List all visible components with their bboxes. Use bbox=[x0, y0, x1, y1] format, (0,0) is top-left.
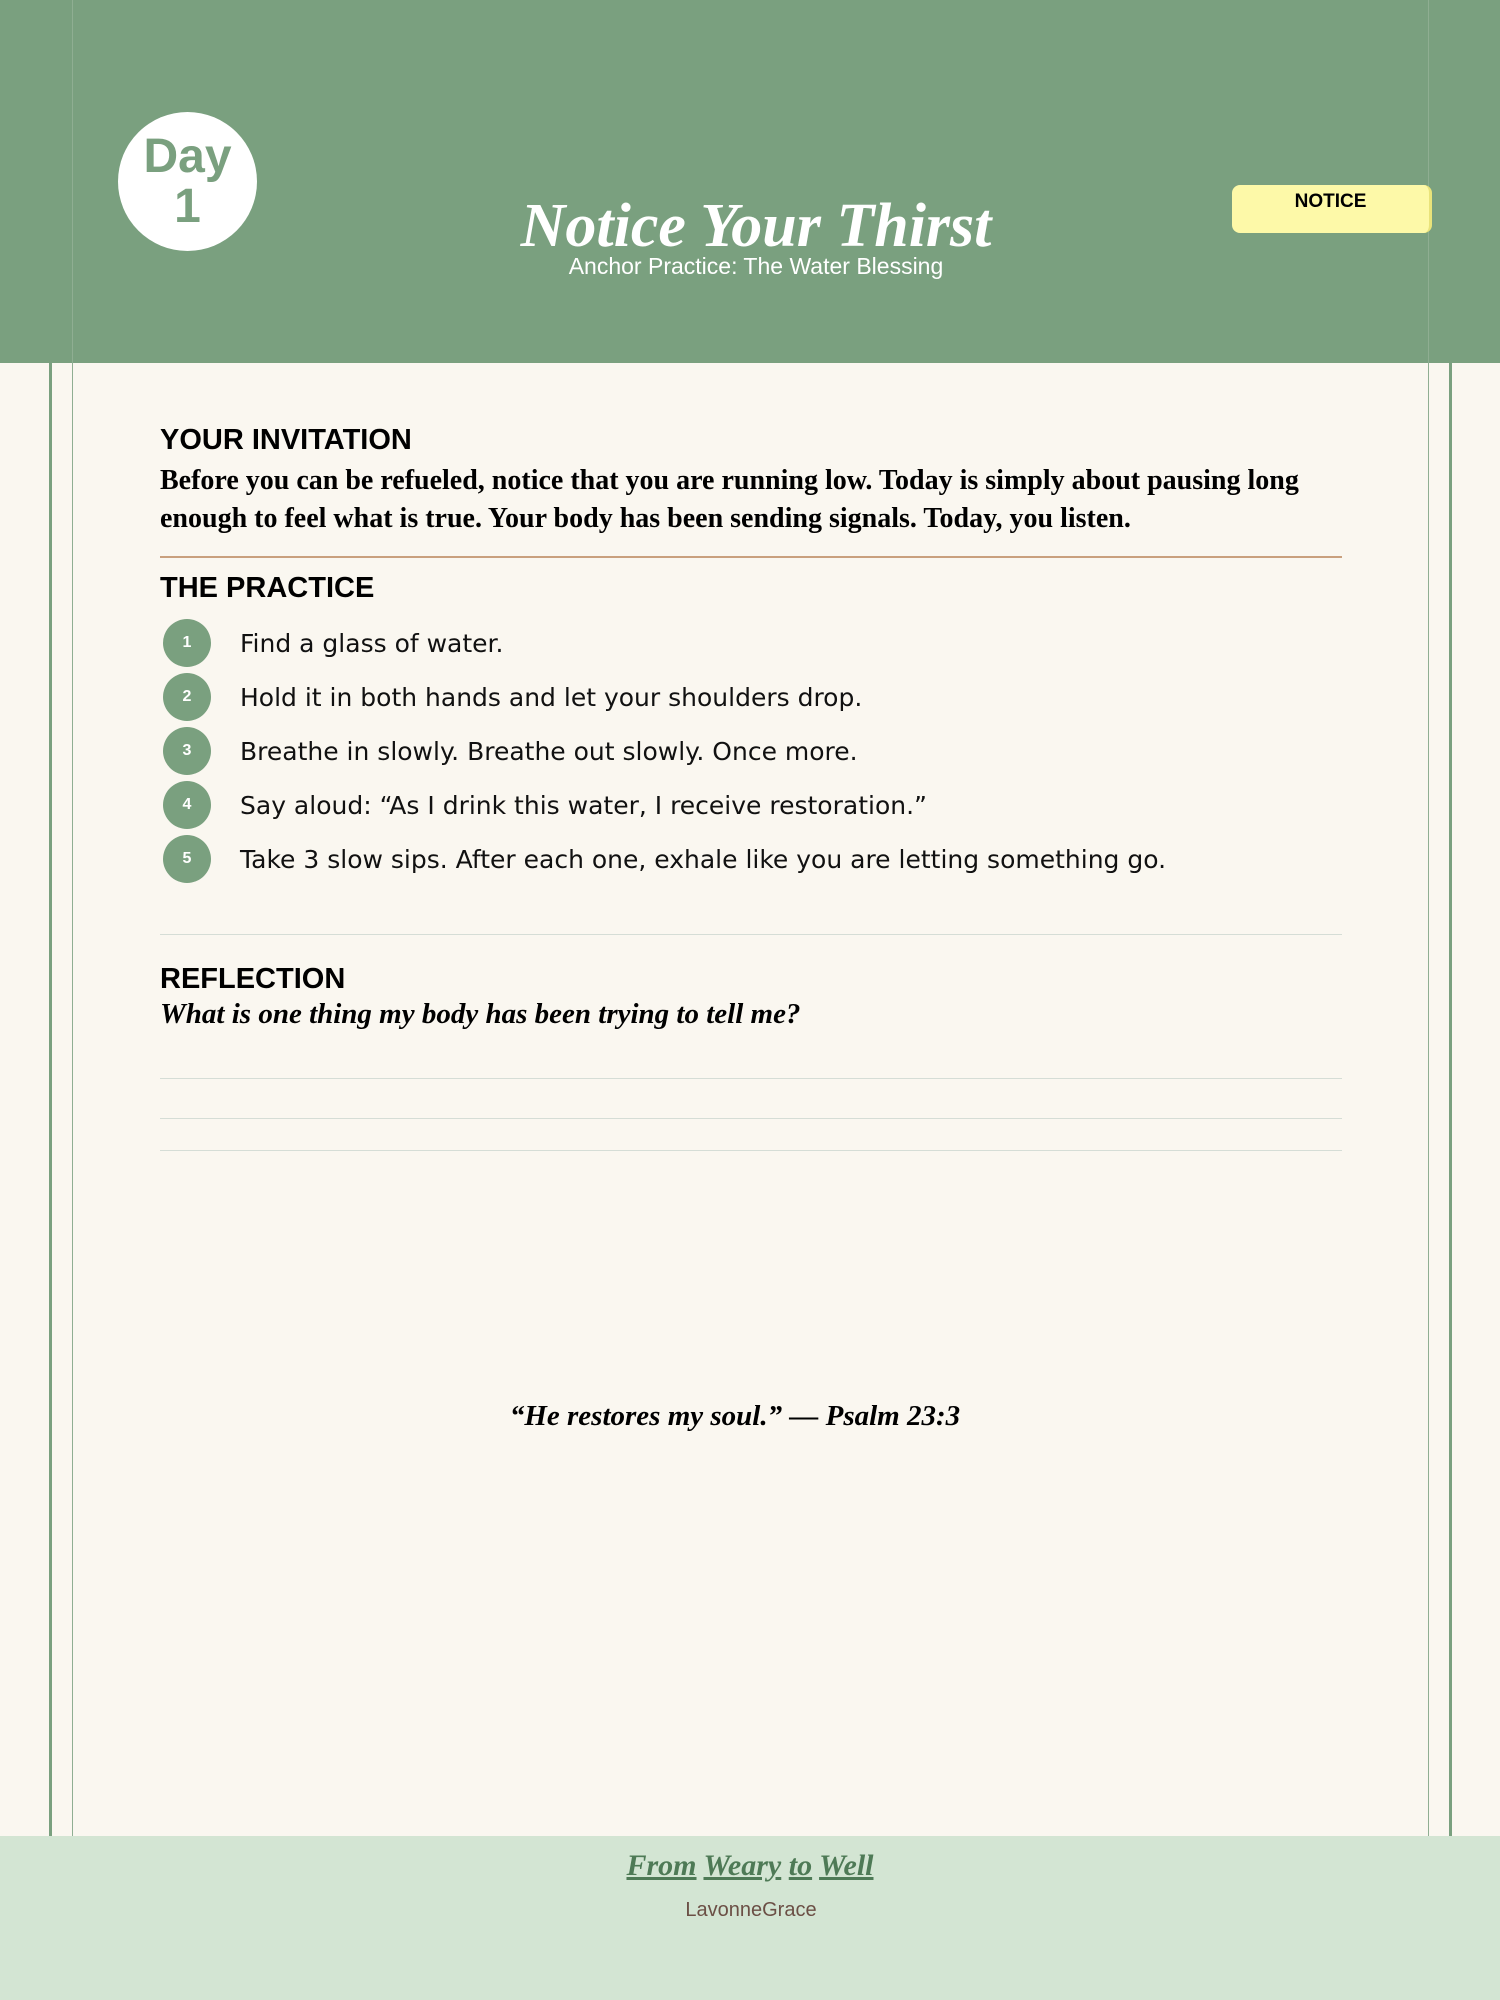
scripture-quote: “He restores my soul.” — Psalm 23:3 bbox=[509, 1400, 961, 1432]
brand-word: From bbox=[626, 1849, 697, 1882]
step-number: 5 bbox=[163, 835, 211, 883]
brand-tagline bbox=[0, 1846, 1500, 1886]
day-number: 1 bbox=[174, 179, 201, 233]
step-number: 1 bbox=[163, 619, 211, 667]
page-subtitle: Anchor Practice: The Water Blessing bbox=[568, 253, 944, 279]
step-number: 4 bbox=[163, 781, 211, 829]
invitation-text: Before you can be refueled, notice that you are running low. Today is simply about pausing long enough to feel what is true. Your body has been sending signals. Today, you listen. bbox=[160, 465, 1299, 534]
brand-word: to bbox=[788, 1849, 813, 1882]
step-text: Find a glass of water. bbox=[240, 628, 504, 658]
practice-step bbox=[163, 726, 858, 776]
author-name: LavonneGrace bbox=[685, 1899, 817, 1921]
writing-line[interactable] bbox=[160, 1118, 1342, 1119]
reflection-prompt: What is one thing my body has been trying to tell me? bbox=[160, 998, 801, 1030]
step-number: 2 bbox=[163, 673, 211, 721]
practice-step bbox=[163, 672, 862, 722]
brand-word: Well bbox=[819, 1849, 874, 1882]
invitation-heading: YOUR INVITATION bbox=[160, 424, 412, 456]
day-word: Day bbox=[143, 129, 232, 183]
practice-step bbox=[163, 780, 927, 830]
step-text: Take 3 slow sips. After each one, exhale like you are letting something go. bbox=[240, 844, 1167, 874]
practice-step bbox=[163, 618, 504, 668]
writing-line[interactable] bbox=[160, 1078, 1342, 1079]
writing-line[interactable] bbox=[160, 1150, 1342, 1151]
reflection-heading: REFLECTION bbox=[160, 963, 346, 995]
step-text: Say aloud: “As I drink this water, I receive restoration.” bbox=[240, 790, 927, 820]
section-divider-light bbox=[160, 934, 1342, 935]
brand-word: Weary bbox=[703, 1849, 782, 1882]
notice-tag: NOTICE bbox=[1232, 185, 1432, 233]
practice-step bbox=[163, 834, 1166, 884]
page-title: Notice Your Thirst bbox=[520, 192, 992, 260]
step-number: 3 bbox=[163, 727, 211, 775]
page-frame-inner bbox=[72, 0, 1429, 1906]
practice-heading: THE PRACTICE bbox=[160, 572, 375, 604]
step-text: Hold it in both hands and let your shoulders drop. bbox=[240, 682, 863, 712]
section-divider bbox=[160, 556, 1342, 558]
step-text: Breathe in slowly. Breathe out slowly. Once more. bbox=[240, 736, 858, 766]
